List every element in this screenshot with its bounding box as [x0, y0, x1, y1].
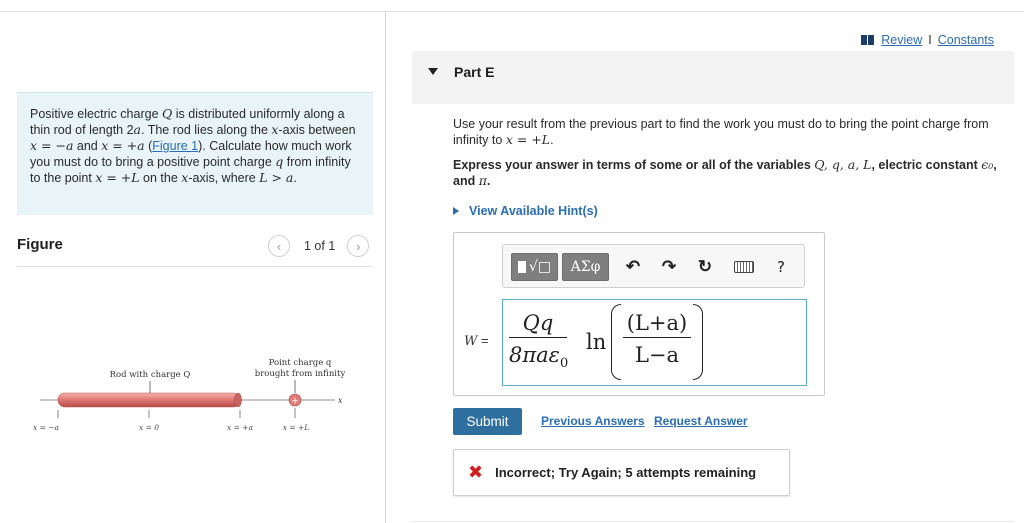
- var-x: x: [181, 170, 189, 185]
- math-toolbar: [502, 244, 805, 288]
- reset-icon[interactable]: ↻: [697, 257, 713, 276]
- help-button[interactable]: ?: [777, 258, 785, 276]
- point-label-2: brought from infinity: [254, 369, 346, 379]
- problem-text: from infinity to the point: [30, 155, 351, 185]
- fraction-1-numerator: Qq: [509, 308, 567, 338]
- ln-function: ln: [586, 330, 607, 354]
- review-link[interactable]: Review: [881, 33, 923, 47]
- tick-label-L: x = +L: [282, 423, 310, 432]
- rod-end-cap: [235, 393, 242, 407]
- paren-group: [611, 304, 703, 380]
- charged-rod: [58, 393, 240, 407]
- next-figure-button[interactable]: [347, 235, 369, 257]
- rod-label: Rod with charge Q: [109, 370, 191, 380]
- right-paren: [693, 304, 703, 380]
- figure-heading: Figure: [17, 236, 63, 253]
- eq-pos-a: x = +a: [101, 138, 145, 153]
- chevron-left-icon: ‹: [276, 238, 282, 254]
- problem-text: -axis, where: [188, 171, 260, 185]
- figure-link[interactable]: Figure 1: [152, 139, 199, 153]
- view-hints-link[interactable]: [453, 204, 598, 218]
- request-answer-link[interactable]: Request Answer: [654, 414, 748, 428]
- answer-fraction-2: [623, 308, 691, 372]
- fraction-1-den-text: 8πaε: [509, 343, 560, 367]
- x-axis-label: x: [338, 396, 343, 405]
- answer-variable-label: [464, 333, 489, 349]
- answer-fraction-1: [509, 308, 567, 372]
- problem-text: is distributed uniformly along a thin rod of length 2: [30, 107, 345, 137]
- question-body: Use your result from the previous part to find the work you must do to bring the point charge from infinity to: [453, 117, 989, 147]
- figure-divider: [17, 266, 373, 267]
- question-text: [453, 116, 1013, 148]
- tick-label-neg-a: x = −a: [32, 423, 60, 432]
- problem-text: Positive electric charge: [30, 107, 163, 121]
- tick-label-zero: x = 0: [138, 423, 160, 432]
- var-a: a: [133, 122, 141, 137]
- templates-button[interactable]: [511, 253, 558, 281]
- instr-text: , electric constant: [871, 158, 982, 172]
- undo-icon[interactable]: ↶: [625, 257, 641, 276]
- feedback-text: Incorrect; Try Again; 5 attempts remaining: [495, 465, 757, 480]
- figure-count: 1 of 1: [304, 239, 336, 253]
- fraction-1-denominator: [509, 338, 567, 372]
- eq-L: x = +L: [95, 170, 140, 185]
- instr-text: , and: [453, 158, 997, 188]
- rod-figure: [30, 350, 360, 440]
- answer-instructions: [453, 157, 1013, 189]
- problem-text: . The rod lies along the: [141, 123, 272, 137]
- plus-icon: +: [291, 396, 299, 407]
- var-x: x: [271, 122, 279, 137]
- answer-lhs: W: [464, 334, 478, 349]
- tick-label-pos-a: x = +a: [226, 423, 254, 432]
- expand-triangle-icon: [453, 207, 459, 215]
- keyboard-icon[interactable]: [729, 253, 759, 281]
- collapse-triangle-icon: [428, 68, 438, 75]
- keyboard-glyph: [734, 261, 754, 273]
- view-hints-label: View Available Hint(s): [469, 204, 598, 218]
- instr-epsilon: ϵ₀: [981, 157, 994, 172]
- problem-text: (: [144, 139, 153, 153]
- left-paren: [611, 304, 621, 380]
- instr-pi: π: [478, 173, 487, 188]
- problem-text: -axis between: [278, 123, 356, 137]
- instr-vars: Q, q, a, L: [814, 157, 872, 172]
- problem-text: on the: [139, 171, 182, 185]
- top-divider: [0, 11, 1024, 12]
- part-header[interactable]: [412, 51, 1014, 104]
- feedback-box: [453, 449, 790, 496]
- pane-divider: [385, 12, 386, 523]
- link-separator: I: [928, 33, 932, 47]
- answer-input[interactable]: [502, 299, 807, 386]
- problem-text: and: [73, 139, 102, 153]
- book-icon: [861, 35, 875, 46]
- constants-link[interactable]: Constants: [937, 33, 994, 47]
- previous-answers-link[interactable]: Previous Answers: [541, 414, 645, 428]
- part-title: Part E: [454, 64, 495, 80]
- radical-icon: √□: [528, 259, 552, 275]
- instr-text: Express your answer in terms of some or all of the variables: [453, 158, 815, 172]
- point-label-1: Point charge q: [268, 358, 332, 368]
- fraction-2-denominator: L−a: [634, 343, 680, 367]
- var-Q: Q: [162, 106, 173, 121]
- eq-neg-a: x = −a: [30, 138, 74, 153]
- template-box-icon: [518, 261, 526, 273]
- prev-figure-button[interactable]: [268, 235, 290, 257]
- chevron-right-icon: ›: [356, 238, 361, 254]
- x-icon: ✖: [468, 462, 484, 483]
- greek-symbols-button[interactable]: ΑΣφ: [562, 253, 609, 281]
- fraction-2-numerator: (L+a): [623, 308, 691, 338]
- problem-text: ). Calculate how much work you must do to bring a positive point charge: [30, 139, 352, 169]
- problem-text: .: [293, 171, 297, 185]
- epsilon-subscript: 0: [559, 356, 569, 372]
- submit-button[interactable]: Submit: [453, 408, 522, 435]
- problem-statement: [17, 92, 373, 215]
- header-links: [861, 33, 994, 47]
- answer-eq-sign: =: [481, 333, 489, 348]
- eq-L-gt-a: L > a: [259, 170, 294, 185]
- instr-text: .: [486, 174, 491, 188]
- var-q: q: [275, 154, 284, 169]
- question-eq: x = +L: [505, 132, 551, 147]
- question-body: .: [550, 133, 554, 147]
- redo-icon[interactable]: ↷: [661, 257, 677, 276]
- figure-pager: [268, 235, 369, 257]
- bottom-divider: [412, 521, 1014, 522]
- answer-panel: [453, 232, 825, 396]
